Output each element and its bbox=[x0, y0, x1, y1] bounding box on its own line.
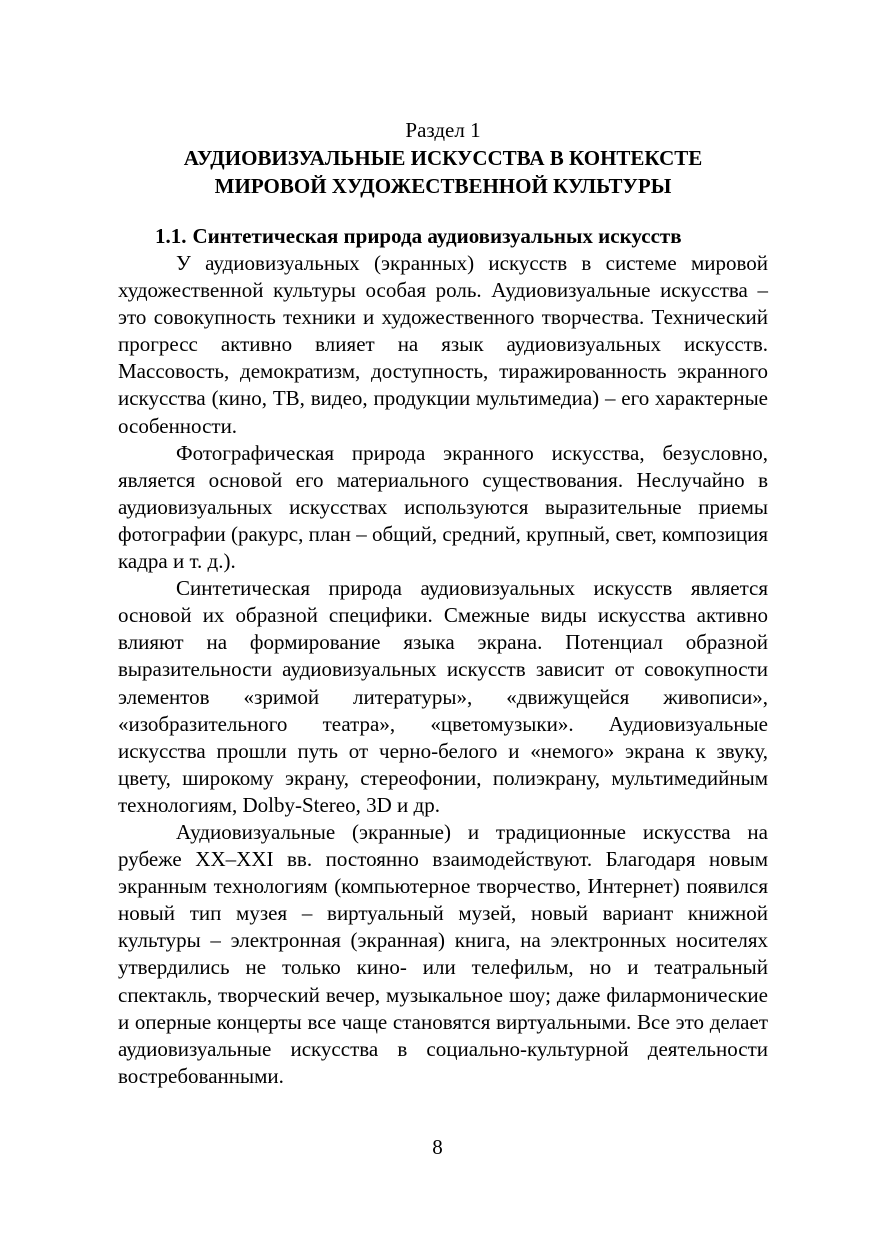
section-title bbox=[118, 144, 768, 200]
page-body bbox=[118, 116, 768, 1090]
paragraph-4: Аудиовизуальные (экранные) и традиционные искусства на рубеже XX–XXI вв. постоянно взаимодействуют. Благодаря новым экранным технологиям (компьютерное творчество, Интернет) появился новый тип музея – виртуальный музей, новый вариант книжной культуры – электронная (экранная) книга, на электронных носителях утвердились не только кино- или телефильм, но и театральный спектакль, творческий вечер, музыкальное шоу; даже филармонические и оперные концерты все чаще становятся виртуальными. Все это делает аудиовизуальные искусства в социально-культурной деятельности востребованными. bbox=[118, 819, 768, 1088]
section-label: Раздел 1 bbox=[405, 118, 481, 142]
paragraph-2: Фотографическая природа экранного искусства, безусловно, является основой его материального существования. Неслучайно в аудиовизуальных искусствах используются выразительные приемы фотографии (ракурс, план – общий, средний, крупный, свет, композиция кадра и т. д.). bbox=[118, 440, 768, 574]
subsection-title: Синтетическая природа аудиовизуальных искусств bbox=[192, 224, 682, 248]
page-number: 8 bbox=[432, 1135, 443, 1159]
paragraph-1: У аудиовизуальных (экранных) искусств в системе мировой художественной культуры особая роль. Аудиовизуальные искусства – это совокупность техники и художественного творчества. Технический прогресс активно влияет на язык аудиовизуальных искусств. Массовость, демократизм, доступность, тиражированность экранного искусства (кино, ТВ, видео, продукции мультимедиа) – его характерные особенности. bbox=[118, 251, 768, 438]
subsection-heading bbox=[118, 222, 768, 250]
subsection-number: 1.1. bbox=[155, 224, 187, 248]
section-title-line-1: АУДИОВИЗУАЛЬНЫЕ ИСКУССТВА В КОНТЕКСТЕ bbox=[183, 146, 703, 170]
section-title-line-2: МИРОВОЙ ХУДОЖЕСТВЕННОЙ КУЛЬТУРЫ bbox=[214, 174, 672, 198]
paragraph-3: Синтетическая природа аудиовизуальных искусств является основой их образной специфики. Смежные виды искусства активно влияют на формирование языка экрана. Потенциал образной выразительности аудиовизуальных искусств зависит от совокупности элементов «зримой литературы», «движущейся живописи», «изобразительного театра», «цветомузыки». Аудиовизуальные искусства прошли путь от черно-белого и «немого» экрана к звуку, цвету, широкому экрану, стереофонии, полиэкрану, мультимедийным технологиям, Dolby-Stereo, 3D и др. bbox=[118, 576, 768, 817]
